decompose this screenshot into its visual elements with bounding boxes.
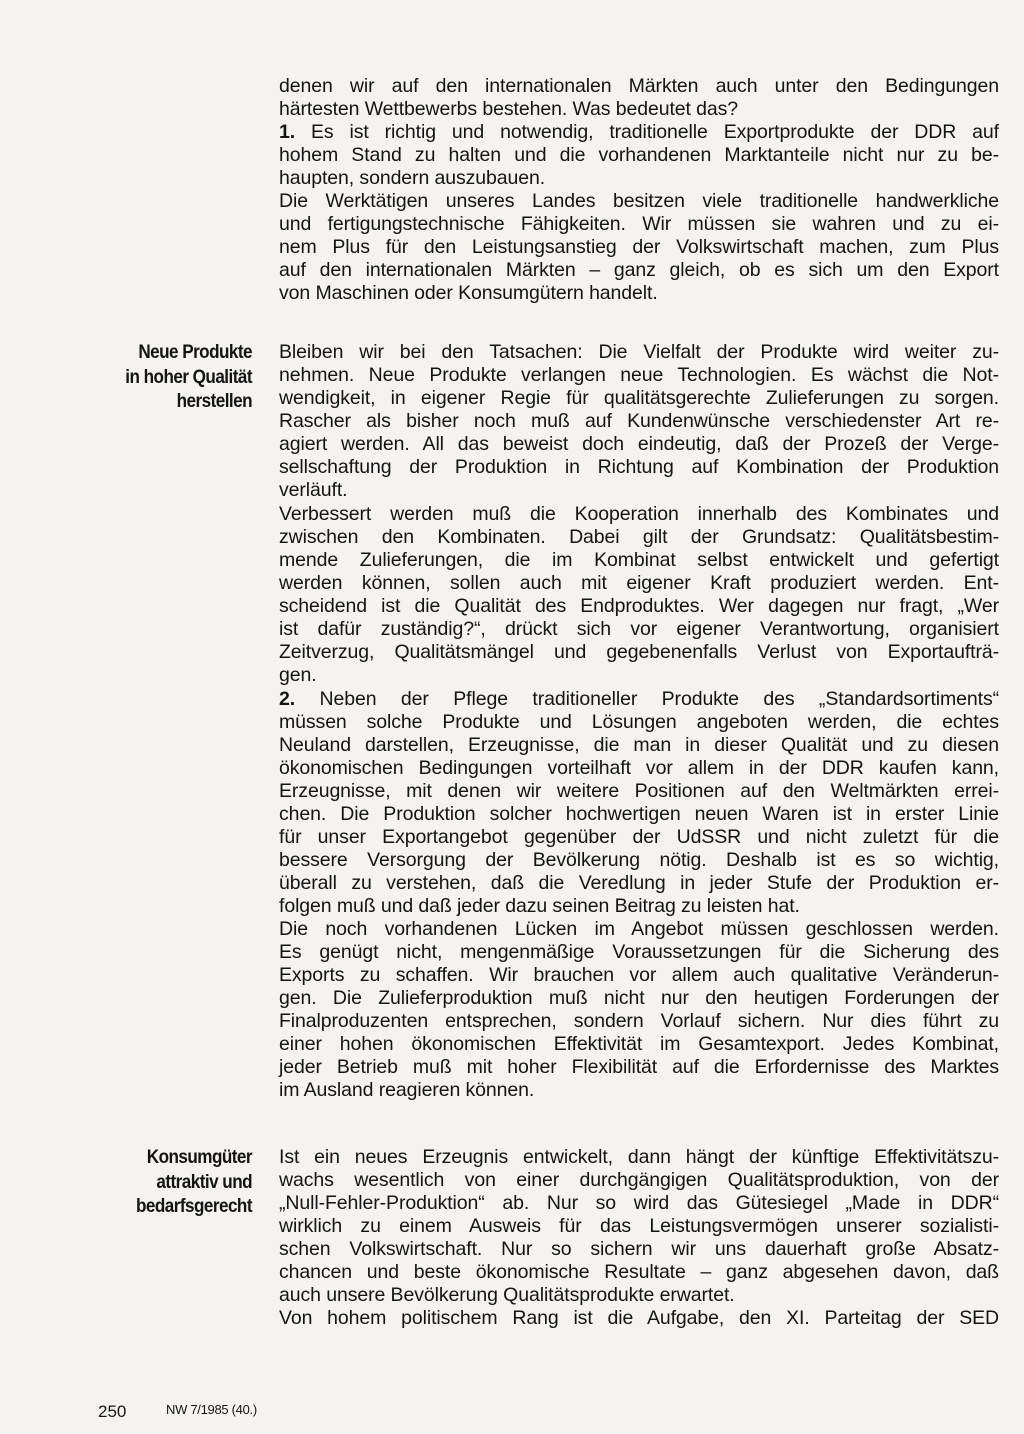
text-line: wachs wesentlich von einer durchgängigen Qualitätsproduktion, von der: [279, 1169, 999, 1191]
text-line: auch unsere Bevölkerung Qualitätsprodukte erwartet.: [279, 1284, 735, 1306]
page-number: 250: [98, 1402, 127, 1421]
text-line: gen. Die Zulieferproduktion muß nicht nur den heutigen Forderungen der: [279, 987, 999, 1009]
text-line: agiert werden. All das beweist doch eindeutig, daß der Prozeß der Verge-: [279, 433, 999, 455]
text-line: nem Plus für den Leistungsanstieg der Volkswirtschaft machen, zum Plus: [279, 236, 999, 258]
text-line: zwischen den Kombinaten. Dabei gilt der Grundsatz: Qualitätsbestim-: [279, 526, 999, 548]
text-line: Die noch vorhandenen Lücken im Angebot müssen geschlossen werden.: [279, 918, 999, 940]
text-line: ökonomischen Bedingungen vorteilhaft vor allem in der DDR kaufen kann,: [279, 757, 999, 779]
text-line: haupten, sondern auszubauen.: [279, 167, 546, 189]
text-line: Es ist richtig und notwendig, traditionelle Exportprodukte der DDR auf: [311, 121, 999, 143]
text-line: Zeitverzug, Qualitätsmängel und gegebenenfalls Verlust von Exportaufträ-: [279, 641, 999, 663]
side-heading-konsumgueter: [79, 1146, 252, 1220]
text-line: Die Werktätigen unseres Landes besitzen viele traditionelle handwerkliche: [279, 190, 999, 212]
text-line: Von hohem politischem Rang ist die Aufgabe, den XI. Parteitag der SED: [279, 1307, 999, 1329]
text-line: auf den internationalen Märkten – ganz gleich, ob es sich um den Export: [279, 259, 999, 281]
text-line: Verbessert werden muß die Kooperation innerhalb des Kombinates und: [279, 503, 999, 525]
text-line: jeder Betrieb muß mit hoher Flexibilität auf die Erfordernisse des Marktes: [279, 1056, 999, 1078]
text-line: mende Zulieferungen, die im Kombinat selbst entwickelt und gefertigt: [279, 549, 999, 571]
text-line: „Null-Fehler-Produktion“ ab. Nur so wird das Gütesiegel „Made in DDR“: [279, 1192, 999, 1214]
text-line: Es genügt nicht, mengenmäßige Voraussetzungen für die Sicherung des: [279, 941, 999, 963]
text-line: Bleiben wir bei den Tatsachen: Die Vielfalt der Produkte wird weiter zu-: [279, 341, 999, 363]
list-marker: 2.: [279, 688, 296, 710]
text-line: chancen und beste ökonomische Resultate – ganz abgesehen davon, daß: [279, 1261, 999, 1283]
text-line: Rascher als bisher noch muß auf Kundenwünsche verschiedenster Art re-: [279, 410, 999, 432]
text-line: härtesten Wettbewerbs bestehen. Was bedeutet das?: [279, 98, 739, 120]
text-line: Erzeugnisse, mit denen wir weitere Positionen auf den Weltmärkten errei-: [279, 780, 999, 802]
text-line: denen wir auf den internationalen Märkten auch unter den Bedingungen: [279, 75, 999, 97]
text-line: schen Volkswirtschaft. Nur so sichern wir uns dauerhaft große Absatz-: [279, 1238, 999, 1260]
text-line: wendigkeit, in eigener Regie für qualitätsgerechte Zulieferungen zu sorgen.: [279, 387, 999, 409]
text-line: für unser Exportangebot gegenüber der UdSSR und nicht zuletzt für die: [279, 826, 999, 848]
source-reference: NW 7/1985 (40.): [166, 1402, 257, 1417]
text-line: und fertigungstechnische Fähigkeiten. Wir müssen sie wahren und zu ei-: [279, 213, 999, 235]
side-heading-line: Neue Produkte: [138, 342, 252, 363]
side-heading-line: Konsumgüter: [146, 1147, 252, 1168]
side-heading-line: herstellen: [176, 391, 252, 412]
text-line: bessere Versorgung der Bevölkerung nötig. Deshalb ist es so wichtig,: [279, 849, 999, 871]
text-line: gen.: [279, 664, 317, 686]
text-line: im Ausland reagieren können.: [279, 1079, 535, 1101]
text-line: wirklich zu einem Ausweis für das Leistungsvermögen unserer sozialisti-: [279, 1215, 999, 1237]
text-line: ist dafür zuständig?“, drückt sich vor eigener Verantwortung, organisiert: [279, 618, 999, 640]
text-line: nehmen. Neue Produkte verlangen neue Technologien. Es wächst die Not-: [279, 364, 999, 386]
text-line: überall zu verstehen, daß die Veredlung in jeder Stufe der Produktion er-: [279, 872, 999, 894]
text-line: werden können, sollen auch mit eigener Kraft produziert werden. Ent-: [279, 572, 999, 594]
text-line: von Maschinen oder Konsumgütern handelt.: [279, 282, 658, 304]
text-line: Neuland darstellen, Erzeugnisse, die man in dieser Qualität und zu diesen: [279, 734, 999, 756]
text-line: einer hohen ökonomischen Effektivität im Gesamtexport. Jedes Kombinat,: [279, 1033, 999, 1055]
text-line: Ist ein neues Erzeugnis entwickelt, dann hängt der künftige Effektivitätszu-: [279, 1146, 999, 1168]
text-line: müssen solche Produkte und Lösungen angeboten werden, die echtes: [279, 711, 999, 733]
text-line: Finalproduzenten entsprechen, sondern Vorlauf sichern. Nur dies führt zu: [279, 1010, 999, 1032]
text-line: Neben der Pflege traditioneller Produkte des „Standardsortiments“: [319, 688, 999, 710]
text-line: Exports zu schaffen. Wir brauchen vor allem auch qualitative Veränderun-: [279, 964, 999, 986]
text-line-numbered: [279, 688, 999, 711]
text-line: scheidend ist die Qualität des Endproduktes. Wer dagegen nur fragt, „Wer: [279, 595, 999, 617]
side-heading-line: attraktiv und: [156, 1171, 252, 1193]
text-line: verläuft.: [279, 479, 348, 501]
side-heading-neue-produkte: [79, 341, 252, 415]
text-line: folgen muß und daß jeder dazu seinen Beitrag zu leisten hat.: [279, 895, 800, 917]
text-line: hohem Stand zu halten und die vorhandenen Marktanteile nicht nur zu be-: [279, 144, 999, 166]
side-heading-line: bedarfsgerecht: [136, 1196, 252, 1217]
text-line-numbered: [279, 121, 999, 144]
list-marker: 1.: [279, 121, 296, 143]
text-line: sellschaftung der Produktion in Richtung auf Kombination der Produktion: [279, 456, 999, 478]
text-line: chen. Die Produktion solcher hochwertigen neuen Waren ist in erster Linie: [279, 803, 999, 825]
side-heading-line: in hoher Qualität: [125, 366, 252, 388]
